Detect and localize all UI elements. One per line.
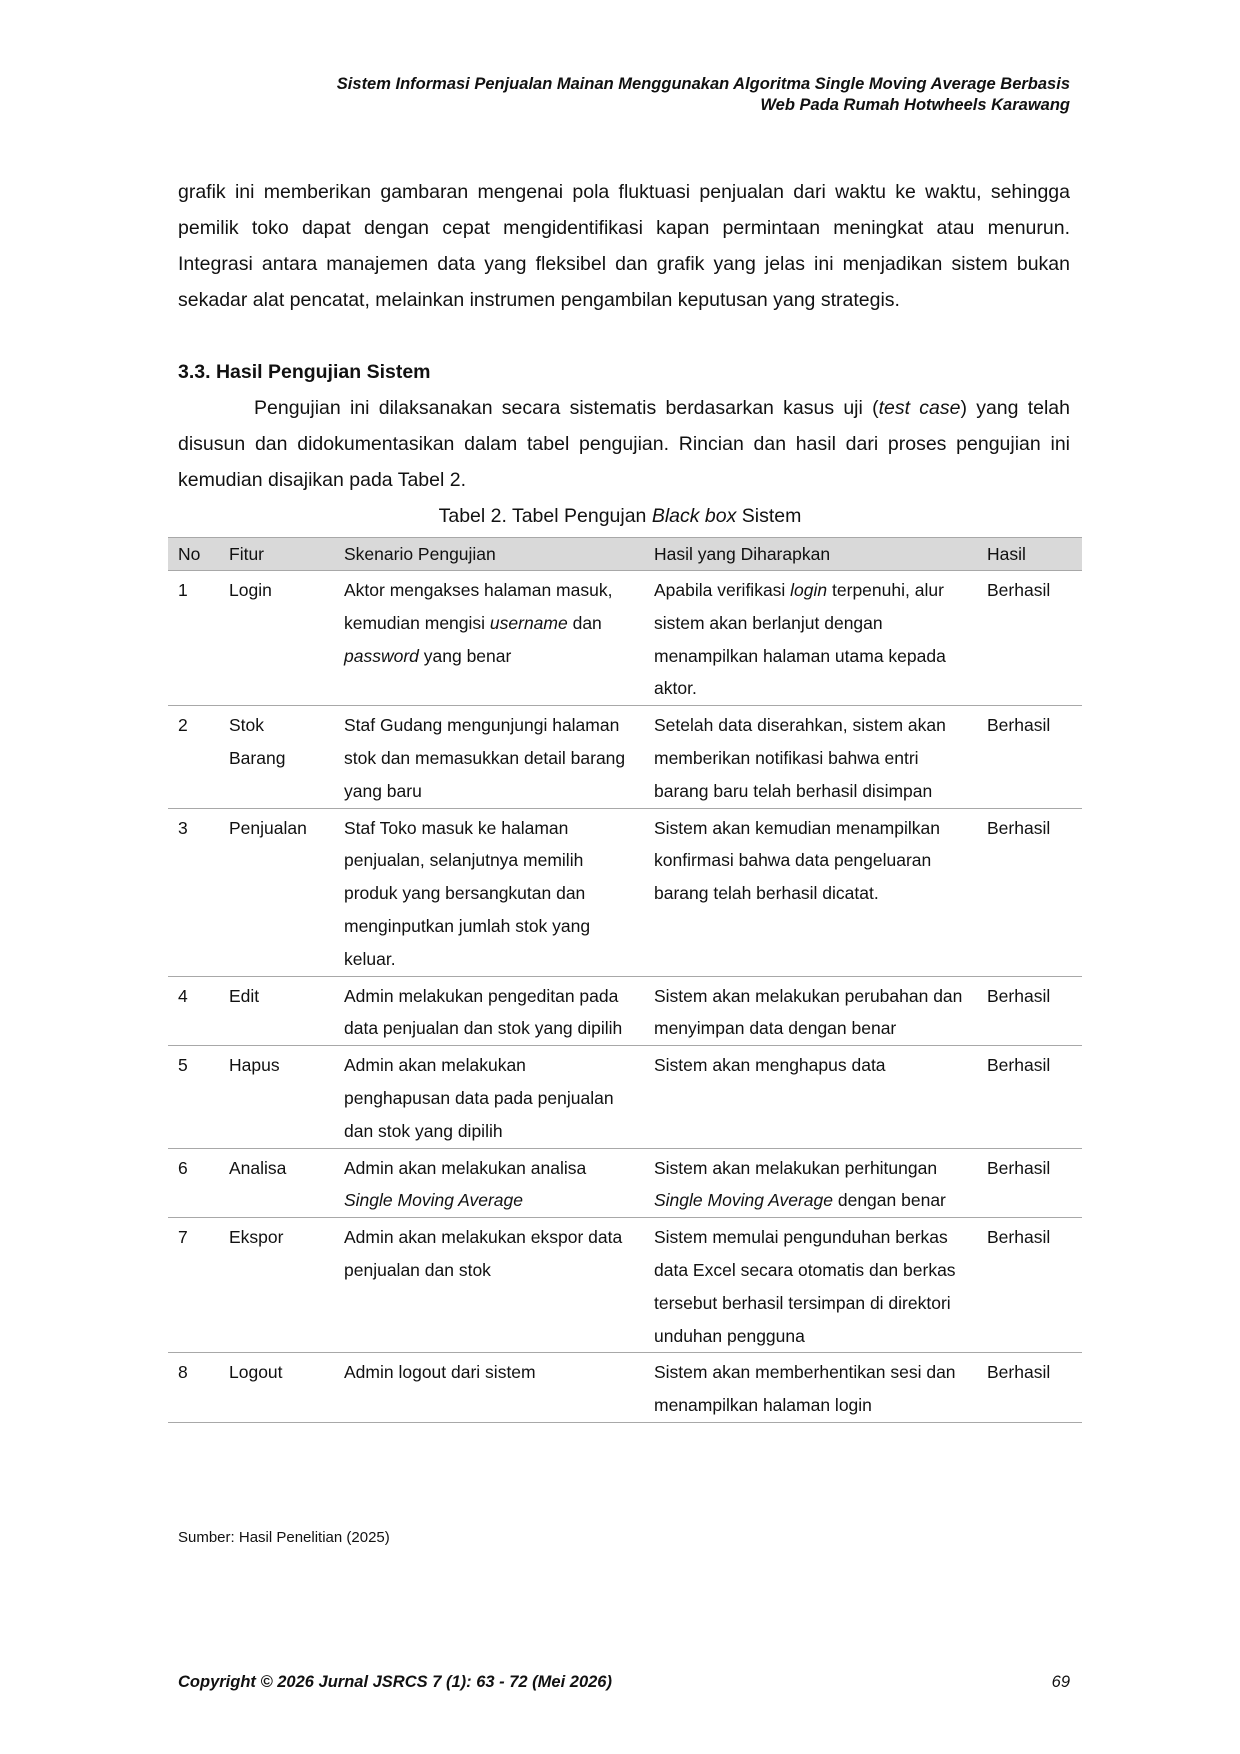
paragraph-testing-italic: test case (878, 397, 961, 419)
cell-skenario-segment: yang benar (418, 645, 512, 666)
cell-harapan-segment: dengan benar (833, 1190, 946, 1211)
cell-skenario-segment: dan (567, 612, 602, 633)
cell-skenario-segment: Admin akan melakukan penghapusan data pada penjualan dan stok yang dipilih (344, 1055, 614, 1141)
cell-no: 8 (168, 1353, 219, 1423)
cell-harapan (644, 571, 977, 706)
cell-fitur: Logout (219, 1353, 334, 1423)
paragraph-testing (178, 390, 1070, 498)
table-row (168, 808, 1082, 976)
paragraph-testing-part1: Pengujian ini dilaksanakan secara sistematis berdasarkan kasus uji ( (254, 397, 879, 419)
cell-skenario (334, 1353, 644, 1423)
header-skenario: Skenario Pengujian (334, 538, 644, 571)
table-row (168, 571, 1082, 706)
cell-harapan (644, 1218, 977, 1353)
cell-hasil: Berhasil (977, 571, 1082, 706)
caption-prefix: Tabel 2. Tabel Pengujan (438, 505, 652, 527)
caption-italic: Black box (651, 505, 737, 527)
cell-skenario-segment: Admin akan melakukan ekspor data penjualan dan stok (344, 1227, 623, 1280)
cell-harapan (644, 808, 977, 976)
running-header (178, 74, 1070, 116)
header-line-1: Sistem Informasi Penjualan Mainan Menggunakan Algoritma Single Moving Average Berbasis (336, 75, 1070, 93)
table-row (168, 1353, 1082, 1423)
page-number: 69 (1051, 1673, 1070, 1691)
cell-harapan (644, 706, 977, 808)
cell-skenario-segment: Staf Gudang mengunjungi halaman stok dan memasukkan detail barang yang baru (344, 715, 626, 801)
cell-skenario-segment: Single Moving Average (344, 1190, 523, 1211)
cell-harapan-segment: Sistem memulai pengunduhan berkas data Excel secara otomatis dan berkas tersebut berhasil tersimpan di direktori unduhan pengguna (654, 1227, 956, 1346)
cell-harapan-segment: Sistem akan melakukan perubahan dan menyimpan data dengan benar (654, 985, 963, 1039)
cell-harapan-segment: Setelah data diserahkan, sistem akan memberikan notifikasi bahwa entri barang baru telah berhasil disimpan (654, 715, 946, 801)
cell-skenario-segment: password (344, 645, 419, 666)
cell-no: 2 (168, 706, 219, 808)
cell-skenario (334, 1148, 644, 1218)
cell-no: 6 (168, 1148, 219, 1218)
footer-copyright: Copyright © 2026 Jurnal JSRCS 7 (1): 63 - 72 (Mei 2026) (178, 1673, 612, 1691)
cell-harapan (644, 1148, 977, 1218)
cell-no: 4 (168, 976, 219, 1046)
cell-harapan-segment: Single Moving Average (654, 1190, 833, 1211)
blackbox-test-table (168, 537, 1082, 1423)
cell-harapan (644, 1046, 977, 1148)
cell-hasil: Berhasil (977, 1046, 1082, 1148)
cell-skenario-segment: Aktor mengakses halaman masuk, kemudian mengisi (344, 580, 613, 633)
header-no: No (168, 538, 219, 571)
cell-skenario (334, 706, 644, 808)
header-fitur: Fitur (219, 538, 334, 571)
header-line-2: Web Pada Rumah Hotwheels Karawang (760, 96, 1070, 114)
cell-harapan (644, 1353, 977, 1423)
cell-skenario-segment: Admin melakukan pengeditan pada data penjualan dan stok yang dipilih (344, 985, 623, 1039)
cell-harapan-segment: Sistem akan melakukan perhitungan (654, 1157, 938, 1178)
cell-skenario-segment: Staf Toko masuk ke halaman penjualan, selanjutnya memilih produk yang bersangkutan dan menginputkan jumlah stok yang keluar. (344, 817, 591, 969)
cell-fitur: Stok Barang (219, 706, 334, 808)
cell-no: 5 (168, 1046, 219, 1148)
cell-harapan (644, 976, 977, 1046)
header-hasil: Hasil (977, 538, 1082, 571)
cell-fitur: Penjualan (219, 808, 334, 976)
cell-skenario (334, 808, 644, 976)
cell-hasil: Berhasil (977, 1218, 1082, 1353)
cell-skenario-segment: Admin logout dari sistem (344, 1362, 536, 1383)
header-harapan: Hasil yang Diharapkan (644, 538, 977, 571)
cell-skenario (334, 1046, 644, 1148)
cell-hasil: Berhasil (977, 808, 1082, 976)
table-row (168, 976, 1082, 1046)
cell-hasil: Berhasil (977, 706, 1082, 808)
caption-suffix: Sistem (736, 505, 802, 527)
cell-no: 1 (168, 571, 219, 706)
page-footer (178, 1673, 1070, 1692)
table-header-row (168, 538, 1082, 571)
table-caption (0, 501, 1240, 531)
table-row (168, 706, 1082, 808)
cell-harapan-segment: login (790, 580, 828, 600)
section-title: 3.3. Hasil Pengujian Sistem (178, 361, 431, 383)
cell-skenario-segment: username (489, 612, 568, 633)
cell-hasil: Berhasil (977, 1148, 1082, 1218)
cell-harapan-segment: Sistem akan memberhentikan sesi dan menampilkan halaman login (654, 1362, 956, 1416)
paragraph-testing-part2: ) yang telah disusun dan didokumentasikan dalam tabel pengujian. Rincian dan hasil dari proses pengujian ini kemudian disajikan pada Tabel 2. (178, 397, 1070, 491)
cell-harapan-segment: terpenuhi, alur sistem akan berlanjut dengan menampilkan halaman utama kepada aktor. (654, 580, 946, 699)
cell-harapan-segment: Sistem akan menghapus data (654, 1055, 886, 1076)
cell-fitur: Ekspor (219, 1218, 334, 1353)
cell-skenario (334, 1218, 644, 1353)
table-row (168, 1148, 1082, 1218)
table-row (168, 1046, 1082, 1148)
cell-fitur: Hapus (219, 1046, 334, 1148)
paragraph-intro: grafik ini memberikan gambaran mengenai pola fluktuasi penjualan dari waktu ke waktu, sehingga pemilik toko dapat dengan cepat mengidentifikasi kapan permintaan meningkat atau menurun. Integrasi antara manajemen data yang fleksibel dan grafik yang jelas ini menjadikan sistem bukan sekadar alat pencatat, melainkan instrumen pengambilan keputusan yang strategis. (178, 181, 1070, 311)
cell-no: 3 (168, 808, 219, 976)
cell-no: 7 (168, 1218, 219, 1353)
cell-harapan-segment: Apabila verifikasi (654, 580, 791, 600)
table-source: Sumber: Hasil Penelitian (2025) (178, 1529, 390, 1546)
cell-fitur: Login (219, 571, 334, 706)
cell-skenario (334, 571, 644, 706)
cell-fitur: Edit (219, 976, 334, 1046)
cell-skenario (334, 976, 644, 1046)
cell-hasil: Berhasil (977, 976, 1082, 1046)
cell-skenario-segment: Admin akan melakukan analisa (344, 1157, 587, 1178)
cell-harapan-segment: Sistem akan kemudian menampilkan konfirmasi bahwa data pengeluaran barang telah berhasil dicatat. (654, 817, 940, 904)
cell-hasil: Berhasil (977, 1353, 1082, 1423)
cell-fitur: Analisa (219, 1148, 334, 1218)
table-row (168, 1218, 1082, 1353)
